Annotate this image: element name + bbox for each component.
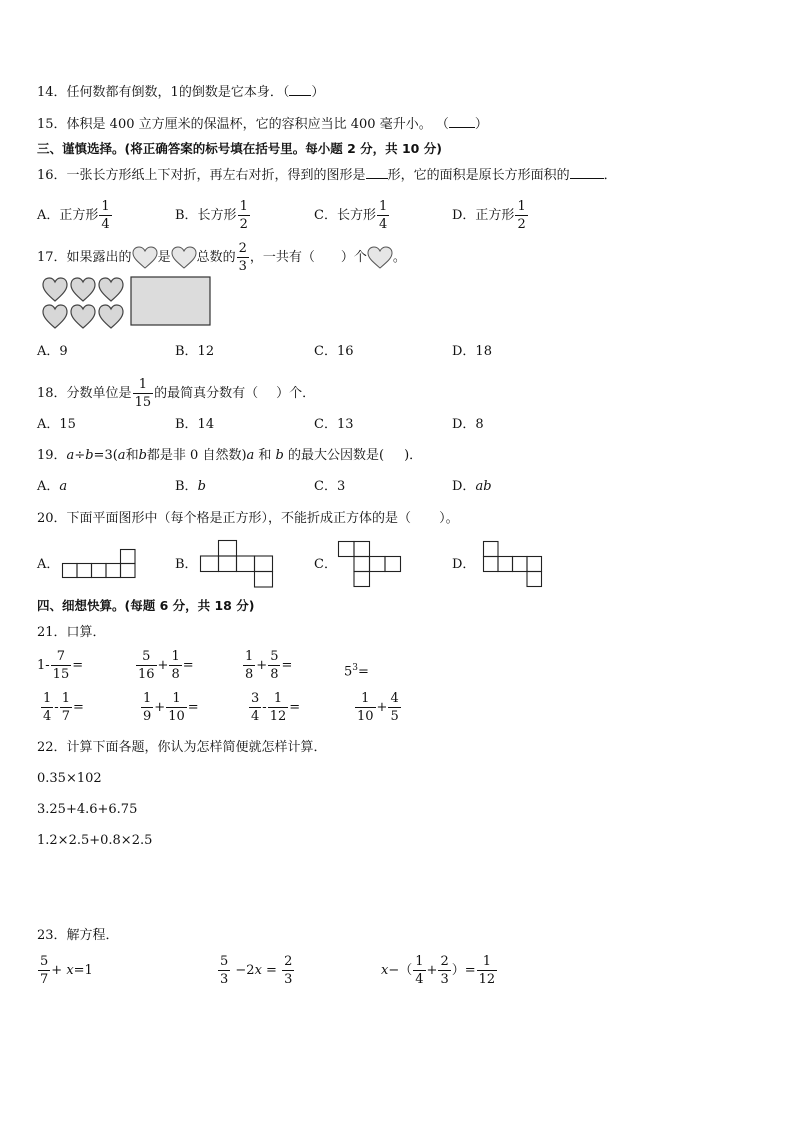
hearts-illustration (40, 276, 215, 332)
question-text: 下面平面图形中（每个格是正方形），不能折成正方体的是（ (66, 511, 412, 526)
numerator: 1 (477, 955, 498, 971)
numerator: 5 (270, 649, 279, 664)
q20-option-c[interactable]: C． (314, 557, 337, 572)
q19-option-d[interactable] (452, 478, 492, 496)
denominator: 10 (357, 709, 374, 724)
question-number: 19． (37, 448, 67, 463)
denominator: 12 (269, 709, 287, 724)
option-label: A．正方形 (37, 208, 99, 223)
question-text-1: 一张长方形纸上下对折，再左右对折，得到的图形是 (66, 168, 366, 183)
fraction (41, 692, 53, 723)
q20-option-a[interactable]: A． (37, 557, 60, 572)
q17-option-b[interactable]: B．12 (175, 344, 215, 359)
equals: = (358, 664, 369, 680)
equals-rhs: =1 (73, 963, 93, 978)
q18-option-b[interactable]: B．14 (175, 417, 215, 432)
equation-2 (217, 955, 295, 986)
cube-net-d (483, 541, 545, 587)
question-text-5: ）个 (340, 250, 367, 265)
numerator: 1 (355, 692, 376, 708)
denominator: 5 (390, 709, 399, 724)
denominator: 8 (270, 667, 279, 682)
numerator: 1 (133, 378, 154, 394)
fraction (38, 955, 50, 986)
heart-icon (132, 246, 158, 270)
numerator: 1 (415, 954, 424, 969)
fraction (141, 692, 153, 723)
fraction (438, 955, 450, 986)
denominator: 12 (478, 972, 496, 987)
numerator: 7 (51, 650, 72, 666)
numerator: 2 (284, 954, 293, 969)
option-value: 3 (336, 479, 346, 494)
heart-icon (367, 246, 393, 270)
equals: = (289, 700, 301, 715)
fraction (515, 200, 527, 231)
paren-close: ） (474, 117, 488, 132)
paren-close: ）。 (439, 511, 459, 526)
text-1: =3( (93, 448, 118, 463)
denominator: 16 (138, 667, 155, 682)
var-a: a (117, 448, 126, 463)
question-number: 15． (37, 117, 67, 132)
q16-option-a[interactable] (37, 200, 113, 231)
heart-icon (99, 305, 123, 328)
q17-option-d[interactable]: D．18 (452, 344, 492, 359)
option-prefix: A． (37, 479, 60, 494)
numerator: 5 (220, 954, 229, 969)
calc-item-3: 1.2×2.5+0.8×2.5 (37, 833, 153, 848)
denominator: 9 (143, 709, 152, 724)
mental-calc-6 (140, 692, 199, 723)
q18-option-d[interactable]: D．8 (452, 417, 484, 432)
denominator: 15 (134, 395, 152, 410)
q19-option-b[interactable] (175, 478, 206, 496)
answer-blank-shape[interactable] (366, 166, 388, 179)
fraction (238, 200, 250, 231)
heart-icon (71, 278, 95, 301)
numerator: 1 (166, 692, 187, 708)
heart-icon (99, 278, 123, 301)
q18-option-c[interactable]: C．13 (314, 417, 354, 432)
numerator: 3 (251, 691, 260, 706)
numerator: 1 (101, 199, 110, 214)
numerator: 1 (378, 199, 388, 214)
denominator: 4 (415, 972, 424, 987)
option-value: b (197, 479, 206, 494)
fraction (388, 692, 400, 723)
question-number: 18． (37, 386, 67, 401)
text-2: 和 (125, 448, 139, 463)
fraction (268, 692, 289, 723)
q18-option-a[interactable]: A．15 (37, 417, 76, 432)
heart-icon (43, 305, 67, 328)
q16-option-d[interactable] (452, 200, 529, 231)
calc-item-1: 0.35×102 (37, 771, 102, 786)
question-23-title: 23．解方程． (37, 928, 119, 943)
operator: −2 (231, 963, 255, 978)
denominator: 3 (284, 972, 293, 987)
q20-option-b[interactable]: B． (175, 557, 198, 572)
numerator: 5 (136, 650, 157, 666)
fraction (282, 955, 294, 986)
fraction (51, 650, 72, 681)
fraction (268, 650, 280, 681)
q16-option-c[interactable] (314, 200, 390, 231)
question-text-2: 的最简真分数有（ (154, 386, 259, 401)
mental-calc-3 (242, 650, 292, 681)
question-text-6: 。 (392, 250, 406, 265)
option-value: ab (475, 479, 492, 494)
denominator: 2 (239, 217, 248, 232)
question-17 (37, 242, 406, 273)
question-14 (37, 83, 324, 102)
equals: = (72, 658, 84, 673)
option-prefix: D． (452, 479, 476, 494)
denominator: 7 (40, 972, 49, 987)
heart-icon (71, 305, 95, 328)
power-base: 5 (344, 664, 353, 680)
section-3-title: 三、谨慎选择。(将正确答案的标号填在括号里。每小题 2 分，共 10 分) (37, 141, 442, 156)
equation-3 (381, 955, 498, 986)
option-prefix: C． (314, 479, 337, 494)
q20-option-d[interactable]: D． (452, 557, 476, 572)
question-text-4: ，一共有（ (249, 250, 315, 265)
fraction (249, 692, 261, 723)
fraction (237, 242, 249, 273)
operator: + (157, 658, 169, 673)
operator: + (426, 963, 438, 978)
option-prefix: B． (175, 479, 198, 494)
prefix: 1- (37, 658, 50, 673)
heart-icon (171, 246, 197, 270)
question-number: 17． (37, 250, 67, 265)
power-exponent: 3 (352, 663, 359, 673)
paren-close: ） (311, 85, 325, 100)
cube-net-b (200, 540, 275, 588)
question-text-2: 形，它的面积是原长方形面积的 (387, 168, 570, 183)
fraction (243, 650, 255, 681)
question-text: 体积是 400 立方厘米的保温杯，它的容积应当比 400 毫升小。 （ (66, 117, 449, 132)
var-x: x (254, 963, 262, 978)
answer-blank-fraction[interactable] (570, 166, 604, 179)
numerator: 1 (43, 691, 52, 706)
numerator: 1 (61, 691, 70, 706)
mental-calc-2 (135, 650, 194, 681)
question-21-title: 21．口算． (37, 625, 106, 640)
numerator: 2 (238, 241, 247, 256)
mental-calc-7 (248, 692, 300, 723)
q17-option-c[interactable]: C．16 (314, 344, 354, 359)
var-b: b (275, 448, 284, 463)
fraction (166, 692, 187, 723)
option-label: D．正方形 (452, 208, 515, 223)
fraction (133, 378, 154, 409)
calc-item-2: 3.25+4.6+6.75 (37, 802, 138, 817)
var-x: x (381, 963, 389, 978)
numerator: 1 (239, 199, 248, 214)
question-text-3: ． (603, 168, 617, 183)
question-text-2: 是 (157, 250, 171, 265)
q19-option-a[interactable] (37, 478, 67, 496)
operator: - (54, 700, 59, 715)
operator: + (256, 658, 268, 673)
question-number: 14． (37, 85, 67, 100)
numerator: 1 (268, 692, 289, 708)
q16-option-b[interactable] (175, 200, 251, 231)
mental-calc-4 (344, 659, 369, 681)
mental-calc-8 (354, 692, 402, 723)
denominator: 8 (245, 667, 254, 682)
numerator: 2 (440, 954, 449, 969)
equals: = (72, 700, 84, 715)
option-value: a (59, 479, 68, 494)
fraction (136, 650, 157, 681)
answer-blank[interactable] (289, 83, 311, 96)
paren-open: −（ (388, 963, 413, 978)
operator: ÷ (74, 448, 86, 463)
question-text-1: 分数单位是 (66, 386, 132, 401)
numerator: 1 (245, 649, 254, 664)
fraction (99, 200, 111, 231)
question-text-3: 总数的 (196, 250, 236, 265)
equals: = (281, 658, 293, 673)
text-6: )． (404, 448, 423, 463)
equals: = (187, 700, 199, 715)
question-text-1: 如果露出的 (66, 250, 132, 265)
question-19 (37, 447, 422, 465)
equals: = (182, 658, 194, 673)
fraction (477, 955, 498, 986)
numerator: 1 (171, 649, 180, 664)
denominator: 3 (440, 972, 449, 987)
denominator: 10 (168, 709, 185, 724)
operator: + (154, 700, 166, 715)
operator: + (376, 700, 388, 715)
covered-box (131, 277, 210, 325)
operator: + (51, 963, 67, 978)
option-label: C．长方形 (314, 208, 376, 223)
section-4-title: 四、细想快算。(每题 6 分，共 18 分) (37, 598, 255, 613)
fraction (60, 692, 72, 723)
cube-net-a (62, 548, 137, 578)
fraction (355, 692, 376, 723)
denominator: 4 (43, 709, 52, 724)
var-b: b (85, 448, 94, 463)
numerator: 1 (143, 691, 152, 706)
denominator: 8 (171, 667, 180, 682)
denominator: 15 (52, 667, 70, 682)
denominator: 3 (220, 972, 229, 987)
question-number: 16． (37, 168, 67, 183)
mental-calc-1 (37, 650, 83, 681)
equation-1 (37, 955, 93, 986)
text-4: 和 (254, 448, 276, 463)
heart-icon (43, 278, 67, 301)
denominator: 7 (61, 709, 70, 724)
mental-calc-5 (40, 692, 84, 723)
paren-close-equals: ）= (451, 963, 476, 978)
question-20 (37, 510, 459, 528)
q17-option-a[interactable]: A．9 (37, 344, 68, 359)
denominator: 4 (378, 217, 388, 232)
var-x: x (66, 963, 74, 978)
equals: = (261, 963, 282, 978)
question-18 (37, 378, 315, 409)
fraction (377, 200, 389, 231)
var-a: a (66, 448, 75, 463)
question-number: 20． (37, 511, 67, 526)
question-text-3: ）个． (276, 386, 316, 401)
text-5: 的最大公因数是( (283, 448, 385, 463)
question-text: 任何数都有倒数，1的倒数是它本身．（ (66, 85, 290, 100)
question-15 (37, 115, 488, 134)
cube-net-c (338, 541, 404, 588)
numerator: 1 (517, 199, 526, 214)
option-label: B．长方形 (175, 208, 237, 223)
fraction (413, 955, 425, 986)
text-3: 都是非 0 自然数) (146, 448, 247, 463)
var-b: b (138, 448, 147, 463)
q19-option-c[interactable] (314, 478, 345, 496)
denominator: 4 (251, 709, 260, 724)
fraction (218, 955, 230, 986)
question-16 (37, 166, 617, 185)
fraction (169, 650, 181, 681)
denominator: 4 (101, 217, 110, 232)
question-22-title: 22．计算下面各题，你认为怎样简便就怎样计算． (37, 740, 327, 755)
denominator: 2 (517, 217, 526, 232)
var-a: a (246, 448, 255, 463)
numerator: 5 (40, 954, 49, 969)
operator: - (262, 700, 267, 715)
numerator: 4 (390, 691, 399, 706)
answer-blank[interactable] (449, 115, 475, 128)
denominator: 3 (238, 259, 247, 274)
